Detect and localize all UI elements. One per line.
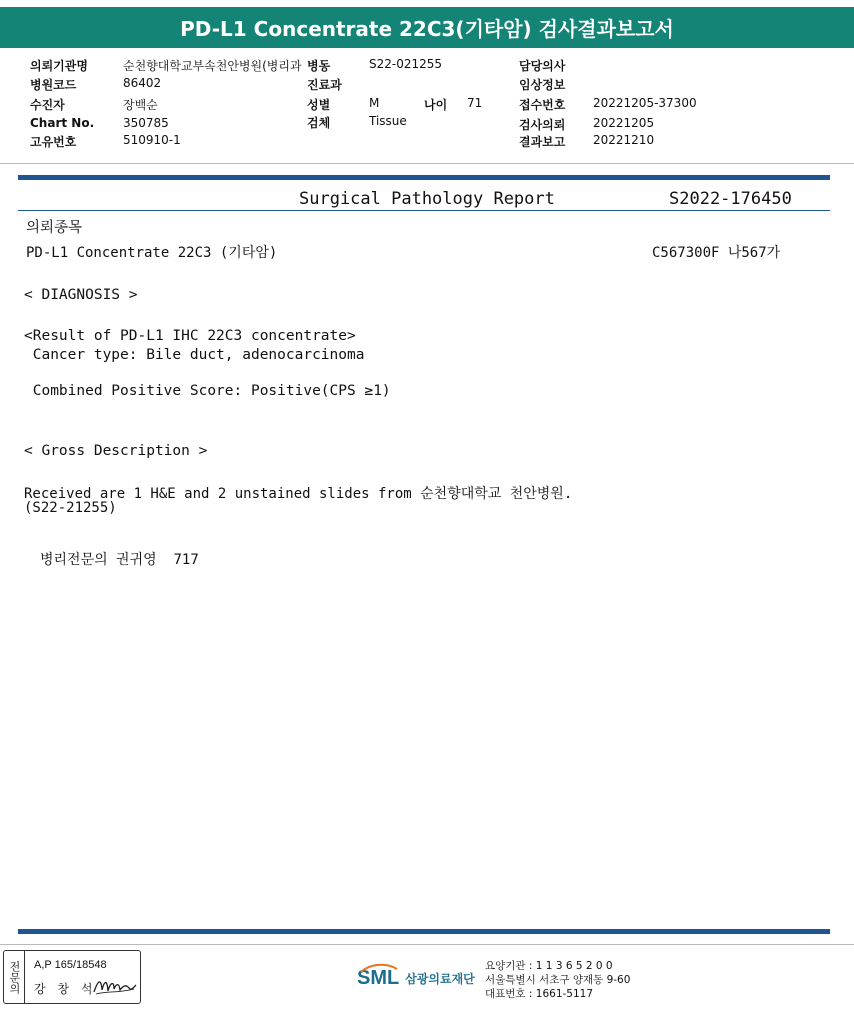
sex-value: M (369, 96, 380, 110)
order-code: C567300F 나567가 (652, 245, 781, 261)
order-label: 의뢰종목 (26, 220, 83, 236)
doctor-label: 담당의사 (519, 59, 566, 73)
unique-no-label: 고유번호 (30, 135, 77, 149)
report-date-value: 20221210 (593, 133, 655, 147)
handwritten-signature (92, 974, 138, 998)
result-heading: <Result of PD-L1 IHC 22C3 concentrate> (24, 328, 356, 344)
chart-no-value: 350785 (123, 116, 169, 130)
footer-phone: 대표번호 : 1661-5117 (485, 988, 594, 1000)
request-date-value: 20221205 (593, 116, 655, 130)
institution-label: 의뢰기관명 (30, 59, 88, 73)
report-date-label: 결과보고 (519, 135, 566, 149)
ward-label: 병동 (307, 59, 331, 73)
sml-logo-name: 삼광의료재단 (405, 971, 475, 986)
age-label: 나이 (424, 98, 448, 112)
unique-no-value: 510910-1 (123, 133, 181, 147)
footer-institution-code: 요양기관 : 1 1 3 6 5 2 0 0 (485, 960, 613, 972)
footer-address: 서울특별시 서초구 양재동 9-60 (485, 974, 631, 986)
institution-value: 순천향대학교부속천안병원(병리과 (123, 59, 302, 73)
receipt-no-label: 접수번호 (519, 98, 566, 112)
pathologist-signature: 병리전문의 권귀영 717 (40, 552, 199, 568)
ward-value: S22-021255 (369, 57, 443, 71)
chart-no-label: Chart No. (30, 116, 95, 130)
gross-heading: < Gross Description > (24, 443, 208, 459)
report-title: PD-L1 Concentrate 22C3(기타암) 검사결과보고서 (180, 17, 674, 41)
cps-result: Combined Positive Score: Positive(CPS ≥1) (24, 383, 391, 399)
hospital-code-value: 86402 (123, 76, 162, 90)
patient-value: 장백순 (123, 98, 158, 112)
footer-divider (0, 944, 854, 945)
specialist-name: 강 창 석 (34, 982, 97, 996)
receipt-no-value: 20221205-37300 (593, 96, 697, 110)
specialist-side-label: 전문의 (4, 951, 25, 1003)
sml-logo (357, 958, 475, 998)
patient-label: 수진자 (30, 98, 65, 112)
clinical-info-label: 임상정보 (519, 78, 566, 92)
report-title-rule (18, 210, 830, 211)
logo-swoosh-icon (359, 962, 399, 974)
sex-label: 성별 (307, 98, 331, 112)
age-value: 71 (467, 96, 483, 110)
report-top-rule (18, 175, 830, 180)
specimen-label: 검체 (307, 116, 331, 130)
sml-logo-mark: SML (357, 966, 400, 989)
report-type-title: Surgical Pathology Report (299, 189, 555, 209)
department-label: 진료과 (307, 78, 342, 92)
specialist-license: A,P 165/18548 (34, 959, 107, 971)
report-bottom-rule (18, 929, 830, 934)
order-name: PD-L1 Concentrate 22C3 (기타암) (26, 245, 278, 261)
report-number: S2022-176450 (669, 189, 792, 209)
gross-line-2: (S22-21255) (24, 500, 117, 516)
gross-line-1: Received are 1 H&E and 2 unstained slides from 순천향대학교 천안병원. (24, 486, 573, 502)
specialist-stamp-box (3, 950, 141, 1004)
specimen-value: Tissue (369, 114, 407, 128)
request-date-label: 검사의뢰 (519, 118, 566, 132)
diagnosis-heading: < DIAGNOSIS > (24, 287, 138, 303)
header-divider (0, 163, 854, 164)
cancer-type: Cancer type: Bile duct, adenocarcinoma (24, 347, 365, 363)
hospital-code-label: 병원코드 (30, 78, 77, 92)
report-title-bar (0, 7, 854, 48)
